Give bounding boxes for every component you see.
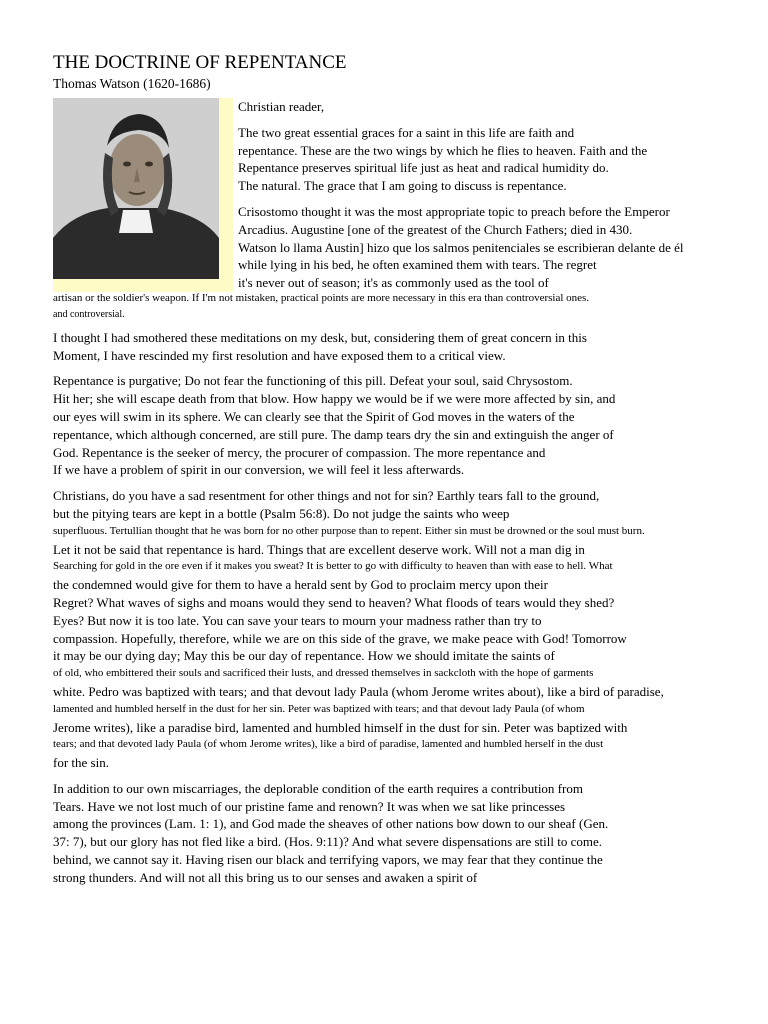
author-portrait [53, 98, 219, 279]
intro-line: Crisostomo thought it was the most appropriate topic to preach before the Emperor [238, 203, 670, 219]
greeting: Christian reader, [238, 99, 325, 114]
document-page [53, 52, 713, 887]
body-line: repentance, which although concerned, are still pure. The damp tears dry the sin and extinguish the anger of [53, 426, 614, 442]
body-line: 37: 7), but our glory has not fled like a bird. (Hos. 9:11)? And what severe dispensations are still to come. [53, 834, 603, 850]
body-line: Regret? What waves of sighs and moans would they send to heaven? What floods of tears would they shed? [53, 594, 615, 610]
intro-line: The natural. The grace that I am going to discuss is repentance. [238, 178, 567, 194]
intro-line: repentance. These are the two wings by which he flies to heaven. Faith and the [238, 142, 648, 158]
document-title: THE DOCTRINE OF REPENTANCE [53, 52, 347, 73]
intro-section [53, 98, 713, 321]
document-author: Thomas Watson (1620-1686) [53, 76, 211, 91]
body-line: In addition to our own miscarriages, the deplorable condition of the earth requires a contribution from [53, 780, 583, 796]
body-line: Hit her; she will escape death from that blow. How happy we would be if we were more affected by sin, and [53, 391, 616, 407]
portrait-frame [53, 98, 233, 292]
body-line: white. Pedro was baptized with tears; and that devout lady Paula (whom Jerome writes about), like a bird of paradise, [53, 683, 664, 699]
body-line: Let it not be said that repentance is hard. Things that are excellent deserve work. Will not a man dig in [53, 541, 585, 557]
intro-line: while lying in his bed, he often examined them with tears. The regret [238, 257, 597, 273]
intro-full-line: artisan or the soldier's weapon. If I'm not mistaken, practical points are more necessary in this era than controversial ones. [53, 291, 590, 304]
intro-line: The two great essential graces for a saint in this life are faith and [238, 124, 575, 140]
body-line-small: lamented and humbled herself in the dust for her sin. Peter was baptized with tears; and that devout lady Paula (of whom [53, 702, 585, 715]
body-line: God. Repentance is the seeker of mercy, the procurer of compassion. The more repentance and [53, 444, 546, 460]
body-line: behind, we cannot say it. Having risen our black and terrifying vapors, we may fear that they continue the [53, 852, 603, 868]
intro-line: Watson lo llama Austin] hizo que los salmos penitenciales se escribieran delante de él [238, 239, 684, 255]
body-line: Moment, I have rescinded my first resolution and have exposed them to a critical view. [53, 347, 506, 363]
body-line: Eyes? But now it is too late. You can save your tears to mourn your madness rather than try to [53, 612, 542, 628]
body-line-small: of old, who embittered their souls and sacrificed their lusts, and dressed themselves in sackcloth with the hope of garments [53, 667, 594, 680]
paragraph-4 [53, 372, 713, 479]
body-line: among the provinces (Lam. 1: 1), and God made the sheaves of other nations bow down to our sheaf (Gen. [53, 816, 609, 832]
paragraph-5 [53, 487, 713, 772]
intro-tail: and controversial. [53, 308, 125, 320]
paragraph-6 [53, 780, 713, 887]
body-line: but the pitying tears are kept in a bottle (Psalm 56:8). Do not judge the saints who weep [53, 505, 510, 521]
body-line-small: tears; and that devoted lady Paula (of whom Jerome writes), like a bird of paradise, lamented and humbled herself in the dust [53, 738, 604, 751]
intro-line: it's never out of season; it's as commonly used as the tool of [238, 275, 549, 291]
body-line: I thought I had smothered these meditations on my desk, but, considering them of great concern in this [53, 329, 587, 345]
body-line-small: Searching for gold in the ore even if it makes you sweat? It is better to go with difficulty to heaven than with ease to hell. What [53, 560, 613, 573]
body-line: it may be our dying day; May this be our day of repentance. How we should imitate the saints of [53, 648, 555, 664]
intro-line: Arcadius. Augustine [one of the greatest of the Church Fathers; died in 430. [238, 221, 633, 237]
body-line: strong thunders. And will not all this bring us to our senses and awaken a spirit of [53, 869, 478, 885]
body-line: Repentance is purgative; Do not fear the functioning of this pill. Defeat your soul, said Chrysostom. [53, 373, 573, 389]
body-line: If we have a problem of spirit in our conversion, we will feel it less afterwards. [53, 462, 465, 478]
body-line: compassion. Hopefully, therefore, while we are on this side of the grave, we make peace with God! Tomorrow [53, 630, 627, 646]
body-line: for the sin. [53, 755, 109, 771]
paragraph-3 [53, 329, 713, 365]
body-line: Jerome writes), like a paradise bird, lamented and humbled himself in the dust for sin. Peter was baptized with [53, 719, 628, 735]
body-line: Christians, do you have a sad resentment for other things and not for sin? Earthly tears fall to the ground, [53, 488, 600, 504]
intro-line: Repentance preserves spiritual life just as heat and radical humidity do. [238, 160, 609, 176]
body-line: Tears. Have we not lost much of our pristine fame and renown? It was when we sat like princesses [53, 798, 566, 814]
body-line: the condemned would give for them to have a herald sent by God to proclaim mercy upon their [53, 577, 548, 593]
body-line-small: superfluous. Tertullian thought that he was born for no other purpose than to repent. Either sin must be drowned or the soul must burn. [53, 524, 645, 537]
body-line: our eyes will swim in its sphere. We can clearly see that the Spirit of God moves in the waters of the [53, 408, 575, 424]
